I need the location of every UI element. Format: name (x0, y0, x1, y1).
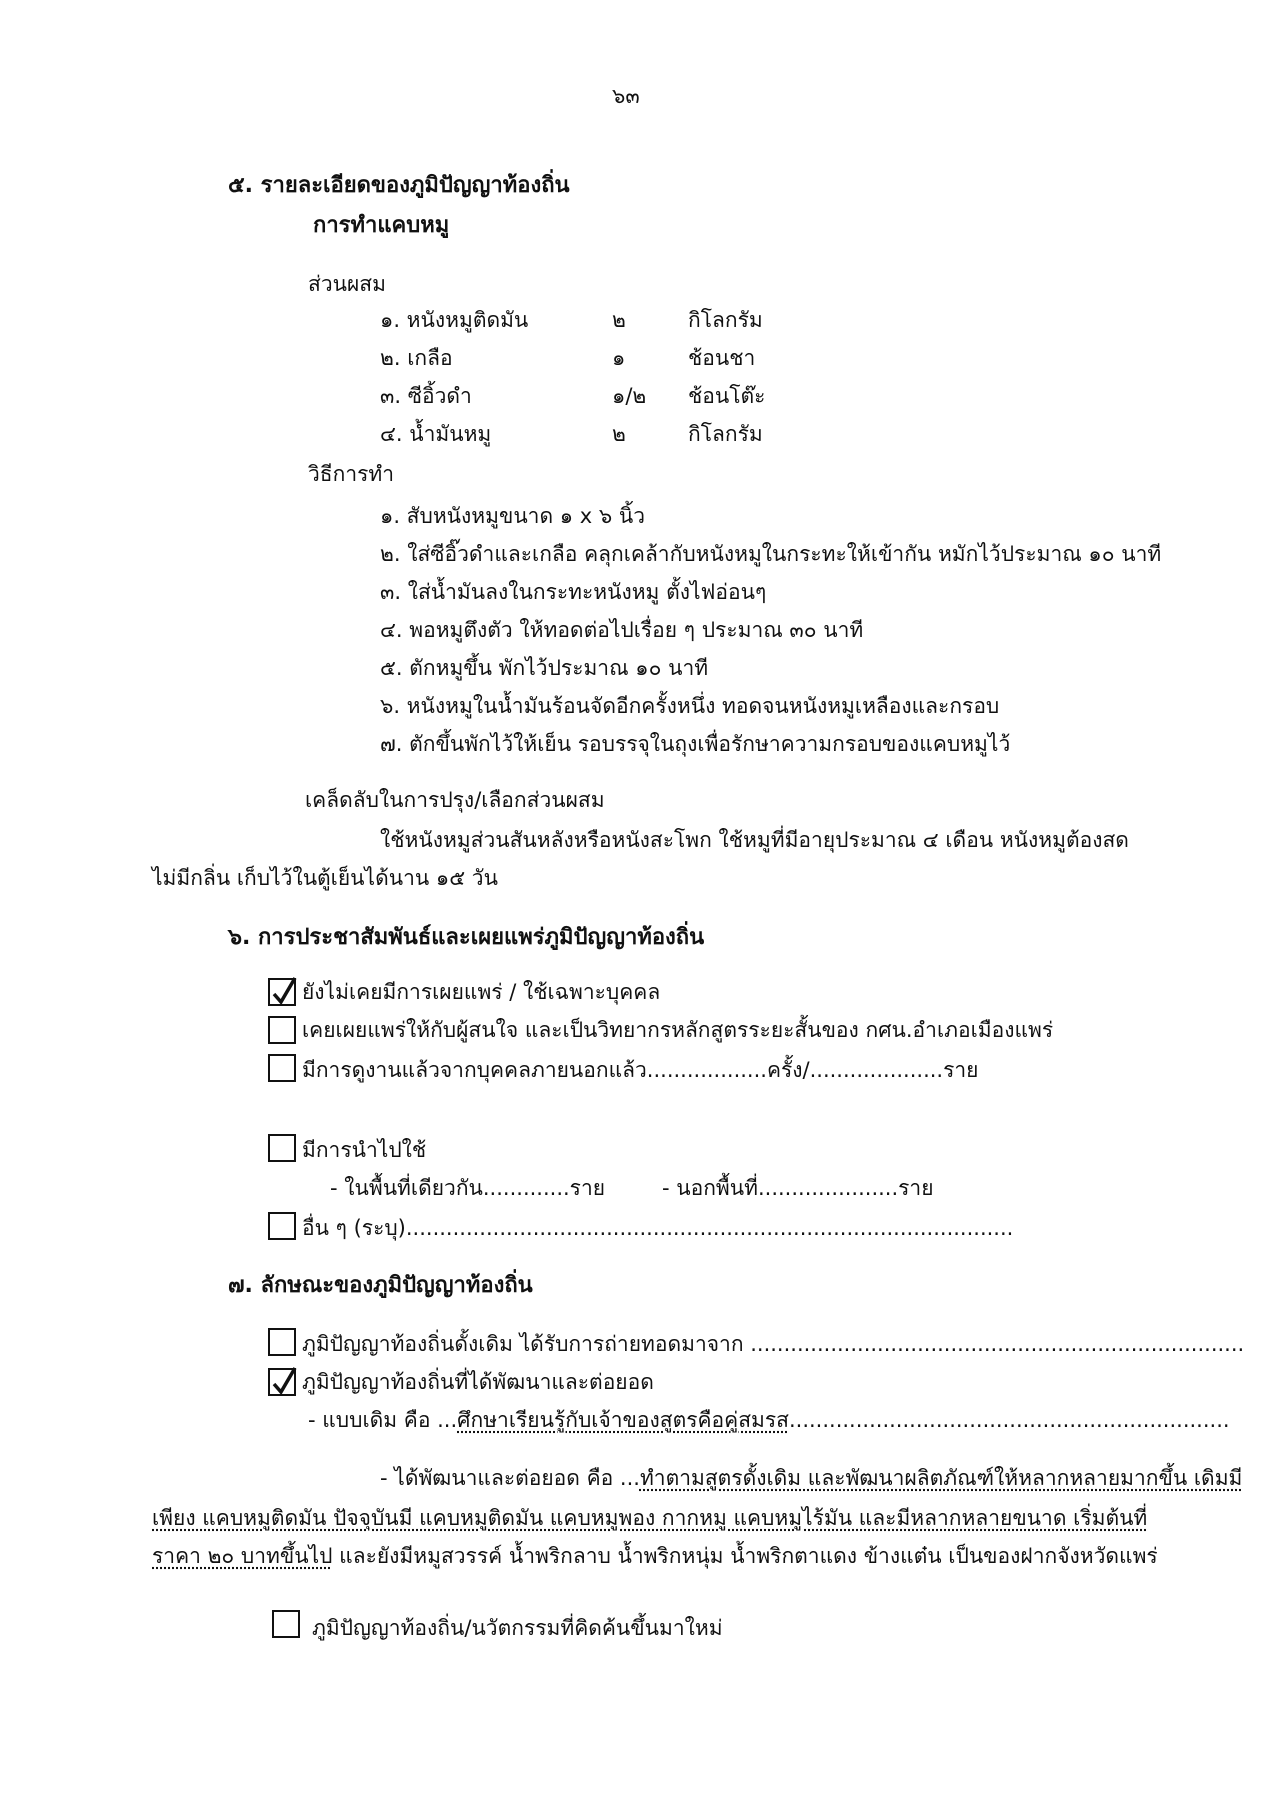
ingredient-name: ๓. ซีอิ้วดำ (380, 384, 472, 408)
checkbox-other[interactable] (268, 1212, 296, 1240)
option-new-innovation: ภูมิปัญญาท้องถิ่น/นวัตกรรมที่คิดค้นขึ้นมาใหม่ (312, 1616, 723, 1640)
option-applied: มีการนำไปใช้ (302, 1138, 427, 1162)
ingredient-name: ๒. เกลือ (380, 346, 453, 370)
section-7-heading: ๗. ลักษณะของภูมิปัญญาท้องถิ่น (228, 1273, 533, 1298)
original-form-dots: .................................................................. (788, 1408, 1230, 1432)
developed-prefix: - ได้พัฒนาและต่อยอด คือ ... (380, 1466, 640, 1490)
ingredient-unit: ช้อนโต๊ะ (688, 384, 766, 408)
original-form-prefix: - แบบเดิม คือ ... (308, 1408, 458, 1432)
check-icon (271, 1366, 297, 1398)
developed-value-3: ราคา ๒๐ บาทขึ้นไป (152, 1544, 333, 1568)
developed-value-1: ทำตามสูตรดั้งเดิม และพัฒนาผลิตภัณฑ์ให้หลากหลายมากขึ้น เดิมมี (639, 1466, 1243, 1490)
original-form-line (308, 1406, 1230, 1434)
checkbox-original-wisdom[interactable] (268, 1328, 296, 1356)
ingredient-unit: กิโลกรัม (688, 422, 763, 446)
page-number: ๖๓ (612, 84, 640, 108)
ingredient-qty: ๒ (612, 308, 626, 332)
developed-line-1 (380, 1464, 1242, 1492)
option-applied-outside: - นอกพื้นที่.....................ราย (662, 1176, 934, 1200)
ingredient-name: ๑. หนังหมูติดมัน (380, 308, 529, 332)
option-original-wisdom: ภูมิปัญญาท้องถิ่นดั้งเดิม ได้รับการถ่ายทอดมาจาก .......................................................................... (302, 1332, 1245, 1356)
section-6-heading: ๖. การประชาสัมพันธ์และเผยแพร่ภูมิปัญญาท้องถิ่น (228, 925, 705, 950)
ingredient-unit: กิโลกรัม (688, 308, 763, 332)
method-step: ๓. ใส่น้ำมันลงในกระทะหนังหมู ตั้งไฟอ่อนๆ (380, 580, 767, 604)
checkbox-developed-wisdom[interactable] (268, 1368, 296, 1396)
method-label: วิธีการทำ (308, 462, 395, 486)
check-icon (271, 976, 297, 1008)
method-step: ๗. ตักขึ้นพักไว้ให้เย็น รอบรรจุในถุงเพื่อรักษาความกรอบของแคบหมูไว้ (380, 732, 1011, 756)
tips-label: เคล็ดลับในการปรุง/เลือกส่วนผสม (305, 788, 605, 812)
ingredient-unit: ช้อนชา (688, 346, 756, 370)
method-step: ๔. พอหมูตึงตัว ให้ทอดต่อไปเรื่อย ๆ ประมาณ ๓๐ นาที (380, 618, 864, 642)
tips-line-2: ไม่มีกลิ่น เก็บไว้ในตู้เย็นได้นาน ๑๕ วัน (152, 866, 498, 890)
method-step: ๑. สับหนังหมูขนาด ๑ x ๖ นิ้ว (380, 504, 646, 528)
developed-value-3-rest: และยังมีหมูสวรรค์ น้ำพริกลาบ น้ำพริกหนุ่ม น้ำพริกตาแดง ข้างแต๋น เป็นของฝากจังหวัดแพร่ (332, 1544, 1158, 1568)
method-step: ๕. ตักหมูขึ้น พักไว้ประมาณ ๑๐ นาที (380, 656, 709, 680)
checkbox-new-innovation[interactable] (272, 1610, 300, 1638)
developed-line-3 (152, 1542, 1158, 1570)
option-site-visit: มีการดูงานแล้วจากบุคคลภายนอกแล้ว..................ครั้ง/....................ราย (302, 1058, 979, 1082)
ingredient-qty: ๑/๒ (612, 384, 647, 408)
ingredient-qty: ๑ (612, 346, 626, 370)
checkbox-not-published[interactable] (268, 978, 296, 1006)
ingredient-name: ๔. น้ำมันหมู (380, 422, 492, 446)
option-other: อื่น ๆ (ระบุ)........................................................................................... (302, 1216, 1014, 1240)
option-applied-local: - ในพื้นที่เดียวกัน.............ราย (330, 1176, 606, 1200)
developed-line-2 (152, 1504, 1147, 1532)
checkbox-published[interactable] (268, 1016, 296, 1044)
checkbox-site-visit[interactable] (268, 1054, 296, 1082)
ingredient-qty: ๒ (612, 422, 626, 446)
option-developed-wisdom: ภูมิปัญญาท้องถิ่นที่ได้พัฒนาและต่อยอด (302, 1370, 654, 1394)
tips-line-1: ใช้หนังหมูส่วนสันหลังหรือหนังสะโพก ใช้หมูที่มีอายุประมาณ ๔ เดือน หนังหมูต้องสด (380, 828, 1129, 852)
section-5-heading: ๕. รายละเอียดของภูมิปัญญาท้องถิ่น (228, 173, 570, 198)
option-not-published: ยังไม่เคยมีการเผยแพร่ / ใช้เฉพาะบุคคล (302, 980, 661, 1004)
original-form-value: ศึกษาเรียนรู้กับเจ้าของสูตรคือคู่สมรส (457, 1408, 789, 1432)
ingredients-label: ส่วนผสม (308, 272, 386, 296)
method-step: ๒. ใส่ซีอิ๊วดำและเกลือ คลุกเคล้ากับหนังหมูในกระทะให้เข้ากัน หมักไว้ประมาณ ๑๐ นาที (380, 542, 1162, 566)
option-published: เคยเผยแพร่ให้กับผู้สนใจ และเป็นวิทยากรหลักสูตรระยะสั้นของ กศน.อำเภอเมืองแพร่ (302, 1018, 1054, 1042)
developed-value-2: เพียง แคบหมูติดมัน ปัจจุบันมี แคบหมูติดมัน แคบหมูพอง กากหมู แคบหมูไร้มัน และมีหลากหลายขนาด เริ่มต้นที่ (152, 1506, 1148, 1530)
checkbox-applied[interactable] (268, 1134, 296, 1162)
section-5-subheading: การทำแคบหมู (313, 213, 450, 238)
method-step: ๖. หนังหมูในน้ำมันร้อนจัดอีกครั้งหนึ่ง ทอดจนหนังหมูเหลืองและกรอบ (380, 694, 1000, 718)
